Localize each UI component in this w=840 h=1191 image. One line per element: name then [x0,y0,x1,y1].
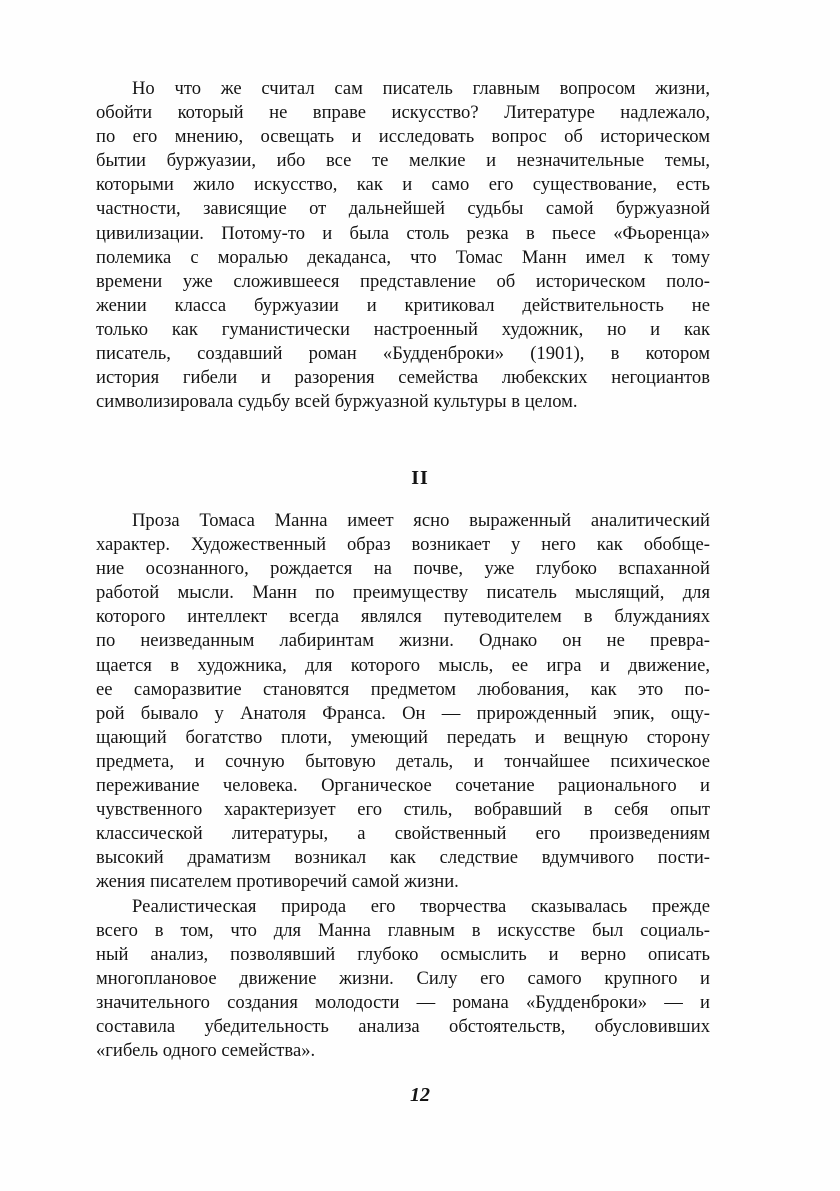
text-line: всего в том, что для Манна главным в искусстве был социаль- [96,919,710,941]
text-line: по неизведанным лабиринтам жизни. Однако он не превра- [96,630,710,652]
text-line: предмета, и сочную бытовую деталь, и тончайшее психическое [96,750,710,772]
text-line: история гибели и разорения семейства любекских негоциантов [96,367,710,389]
text-line: значительного создания молодости — романа «Будденброки» — и [96,991,710,1013]
text-line: высокий драматизм возникал как следствие вдумчивого пости- [96,847,710,869]
text-line: характер. Художественный образ возникает у него как обобще- [96,534,710,556]
page-number: 12 [410,1084,430,1106]
text-line: Но что же считал сам писатель главным вопросом жизни, [132,78,710,99]
text-line: жении класса буржуазии и критиковал действительность не [96,294,710,316]
text-line: частности, зависящие от дальнейшей судьбы самой буржуазной [96,198,710,220]
text-line: цивилизации. Потому-то и была столь резка в пьесе «Фьоренца» [96,222,710,244]
text-line: полемика с моралью декаданса, что Томас Манн имел к тому [96,246,710,268]
text-line: составила убедительность анализа обстоятельств, обусловивших [96,1015,710,1037]
text-line: чувственного характеризует его стиль, вобравший в себя опыт [96,799,710,821]
text-line: рой бывало у Анатоля Франса. Он — прирожденный эпик, ощу- [96,702,710,724]
text-line: которыми жило искусство, как и само его существование, есть [96,174,710,196]
text-line: обойти который не вправе искусство? Литературе надлежало, [96,102,710,124]
text-line: щается в художника, для которого мысль, ее игра и движение, [96,654,710,676]
text-line: работой мысли. Манн по преимуществу писатель мыслящий, для [96,582,710,604]
text-line: Проза Томаса Манна имеет ясно выраженный аналитический [132,510,710,531]
text-line: символизировала судьбу всей буржуазной культуры в целом. [96,391,578,413]
text-line: щающий богатство плоти, умеющий передать и вещную сторону [96,726,710,748]
text-line: по его мнению, освещать и исследовать вопрос об историческом [96,126,710,148]
text-line: многоплановое движение жизни. Силу его самого крупного и [96,967,710,989]
text-line: которого интеллект всегда являлся путеводителем в блужданиях [96,606,710,628]
text-line: классической литературы, а свойственный его произведениям [96,823,710,845]
text-line: ее саморазвитие становятся предметом любования, как это по- [96,678,710,700]
text-line: ние осознанного, рождается на почве, уже глубоко вспаханной [96,558,710,580]
text-line: жения писателем противоречий самой жизни. [96,871,459,893]
paragraphs-2-3 [96,509,710,1063]
text-line: ный анализ, позволявший глубоко осмыслить и верно описать [96,943,710,965]
text-line: Реалистическая природа его творчества сказывалась прежде [132,895,710,917]
text-line: времени уже сложившееся представление об историческом поло- [96,270,710,292]
text-line: писатель, создавший роман «Будденброки» (1901), в котором [96,343,710,365]
text-line: «гибель одного семейства». [96,1040,316,1062]
text-line: только как гуманистически настроенный художник, но и как [96,318,710,340]
text-line: бытии буржуазии, ибо все те мелкие и незначительные темы, [96,150,710,172]
text-line: переживание человека. Органическое сочетание рационального и [96,775,710,797]
section-heading: II [411,467,429,489]
paragraph-1 [96,77,710,414]
